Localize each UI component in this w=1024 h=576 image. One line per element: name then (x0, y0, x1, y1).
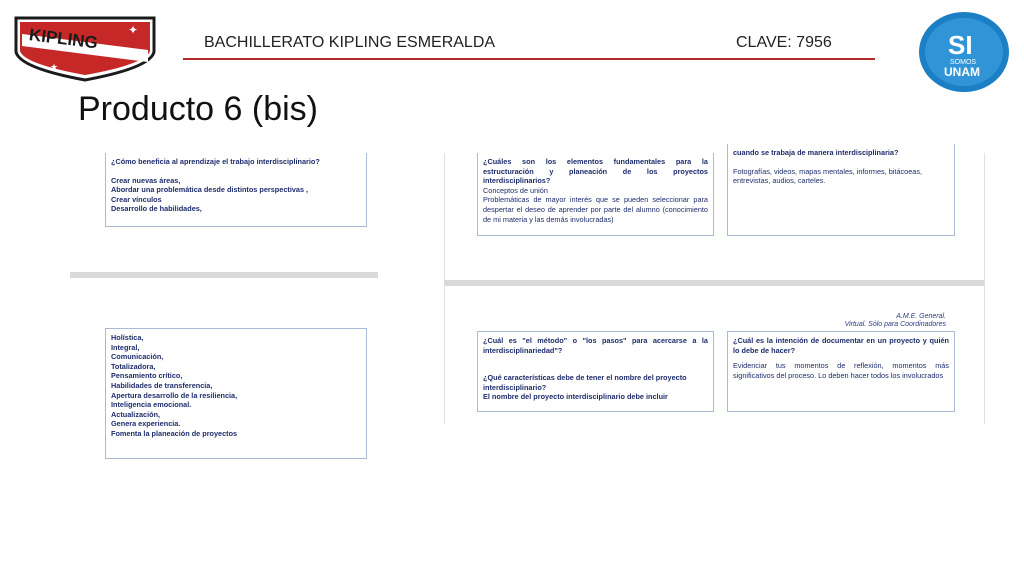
slide-title: Producto 6 (bis) (78, 90, 318, 128)
card-answer: Evidenciar tus momentos de reflexión, momentos más significativos del proceso. Lo deben hacer todos los involucrados (733, 361, 949, 380)
card-documentation-intent (727, 331, 955, 412)
annotation-line: Virtual. Sólo para Coordinadores (844, 321, 946, 328)
annotation-line: A.M.E. General. (896, 313, 946, 320)
card-answer: Conceptos de unión (483, 185, 548, 195)
card-line: Actualización, (111, 409, 161, 419)
svg-text:★: ★ (50, 62, 59, 72)
page-edge-bottom (444, 286, 445, 424)
card-evidence-products (727, 144, 955, 236)
svg-text:SOMOS: SOMOS (950, 59, 977, 66)
card-line: Crear nuevas áreas, (111, 175, 181, 185)
si-somos-unam-logo (918, 10, 1010, 94)
svg-text:UNAM: UNAM (944, 65, 980, 79)
school-name: BACHILLERATO KIPLING ESMERALDA (204, 34, 496, 51)
card-line: Habilidades de transferencia, (111, 380, 213, 390)
card-line: Totalizadora, (111, 361, 156, 371)
page-separator-left (70, 272, 378, 278)
card-line: Integral, (111, 342, 140, 352)
card-question: ¿Cuál es la intención de documentar en un proyecto y quién lo debe de hacer? (733, 336, 949, 355)
card-characteristics (105, 328, 367, 459)
annotation (800, 313, 946, 329)
card-line: Crear vínculos (111, 194, 162, 204)
page-separator-right (444, 280, 985, 286)
card-line: Pensamiento crítico, (111, 371, 183, 381)
svg-text:✦: ✦ (128, 23, 139, 37)
svg-text:KIPLING: KIPLING (28, 25, 99, 53)
card-line: Holística, (111, 333, 144, 342)
card-line: Abordar una problemática desde distintos perspectivas , (111, 185, 309, 195)
header-divider (183, 58, 875, 60)
card-learning-benefits (105, 153, 367, 227)
card-line: Inteligencia emocional. (111, 400, 192, 410)
card-answer: El nombre del proyecto interdisciplinario debe incluir (483, 392, 668, 402)
page-edge-top (444, 153, 445, 281)
page-edge-right (984, 153, 985, 424)
card-line: Desarrollo de habilidades, (111, 204, 202, 214)
card-question: cuando se trabaja de manera interdisciplinaria? (733, 148, 899, 157)
kipling-logo (10, 12, 160, 84)
card-line: Genera experiencia. (111, 419, 181, 429)
card-question: ¿Cuál es "el método" o "los pasos" para acercarse a la interdisciplinariedad"? (483, 336, 708, 355)
card-answer: Fotografías, videos, mapas mentales, informes, bitácoeas, entrevistas, audios, carteles. (733, 166, 922, 186)
card-line: Fomenta la planeación de proyectos (111, 428, 238, 438)
card-question: ¿Qué características debe de tener el nombre del proyecto interdisciplinario? (483, 373, 687, 392)
card-line: Comunicación, (111, 352, 164, 362)
card-method-steps (477, 331, 714, 412)
card-line: Apertura desarrollo de la resiliencia, (111, 390, 238, 400)
svg-text:SI: SI (948, 30, 973, 60)
card-answer: Problemáticas de mayor interés que se pueden seleccionar para despertar el deseo de aprender por parte del alumno (conocimiento de mi materia y las demás involucradas) (483, 195, 708, 224)
card-question: ¿Cómo beneficia al aprendizaje el trabajo interdisciplinario? (111, 157, 320, 166)
card-fundamental-elements (477, 153, 714, 236)
school-clave: CLAVE: 7956 (736, 34, 832, 51)
card-question: ¿Cuáles son los elementos fundamentales para la estructuración y planeación de los proyectos interdisciplinarios? (483, 157, 708, 186)
